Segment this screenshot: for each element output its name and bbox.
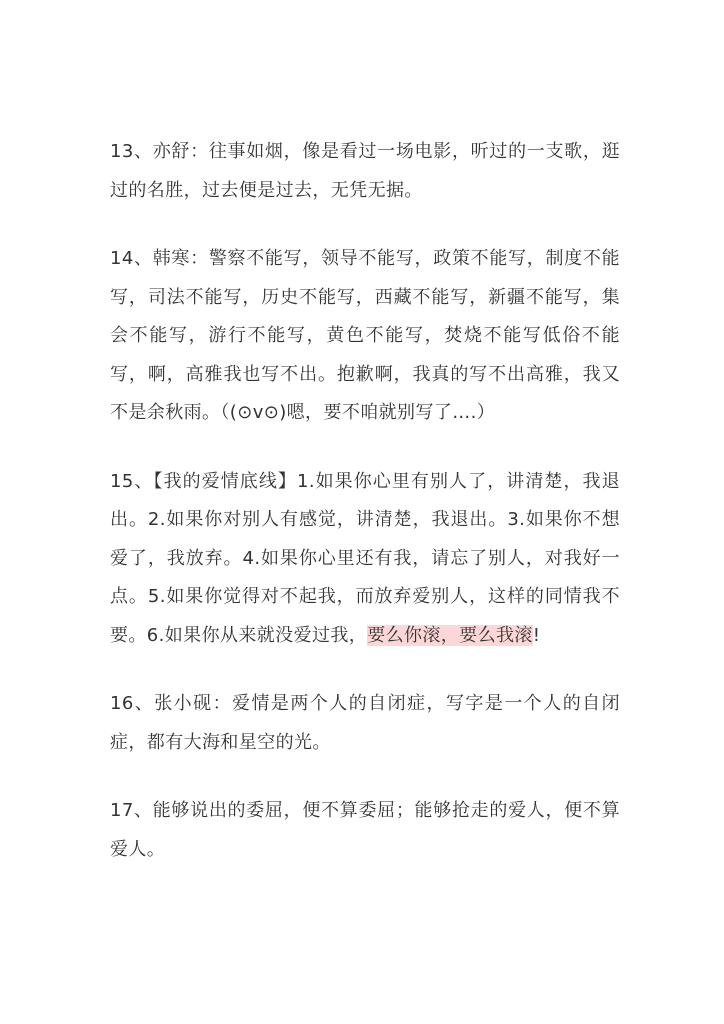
quote-17: 17、能够说出的委屈，便不算委屈；能够抢走的爱人，便不算爱人。	[110, 800, 620, 860]
quote-15-ending: !	[532, 624, 541, 646]
quote-15	[110, 463, 620, 656]
quote-16: 16、张小砚：爱情是两个人的自闭症，写字是一个人的自闭症，都有大海和星空的光。	[110, 693, 620, 753]
quote-15-text: 15、【我的爱情底线】1.如果你心里有别人了，讲清楚，我退出。2.如果你对别人有感觉，讲清楚，我退出。3.如果你不想爱了，我放弃。4.如果你心里还有我，请忘了别人，对我好一点。5.如果你觉得对不起我，而放弃爱别人，这样的同情我不要。6.如果你从来就没爱过我，	[110, 470, 620, 646]
article-body	[110, 133, 620, 869]
quote-14: 14、韩寒：警察不能写，领导不能写，政策不能写，制度不能写，司法不能写，历史不能写，西藏不能写，新疆不能写，集会不能写，游行不能写，黄色不能写，焚烧不能写低俗不能写，啊，高雅我也写不出。抱歉啊，我真的写不出高雅，我又不是余秋雨。（(⊙v⊙)嗯，要不咱就别写了….）	[110, 248, 620, 423]
quote-13: 13、亦舒：往事如烟，像是看过一场电影，听过的一支歌，逛过的名胜，过去便是过去，无凭无据。	[110, 141, 620, 201]
highlighted-text: 要么你滚，要么我滚	[367, 624, 533, 646]
